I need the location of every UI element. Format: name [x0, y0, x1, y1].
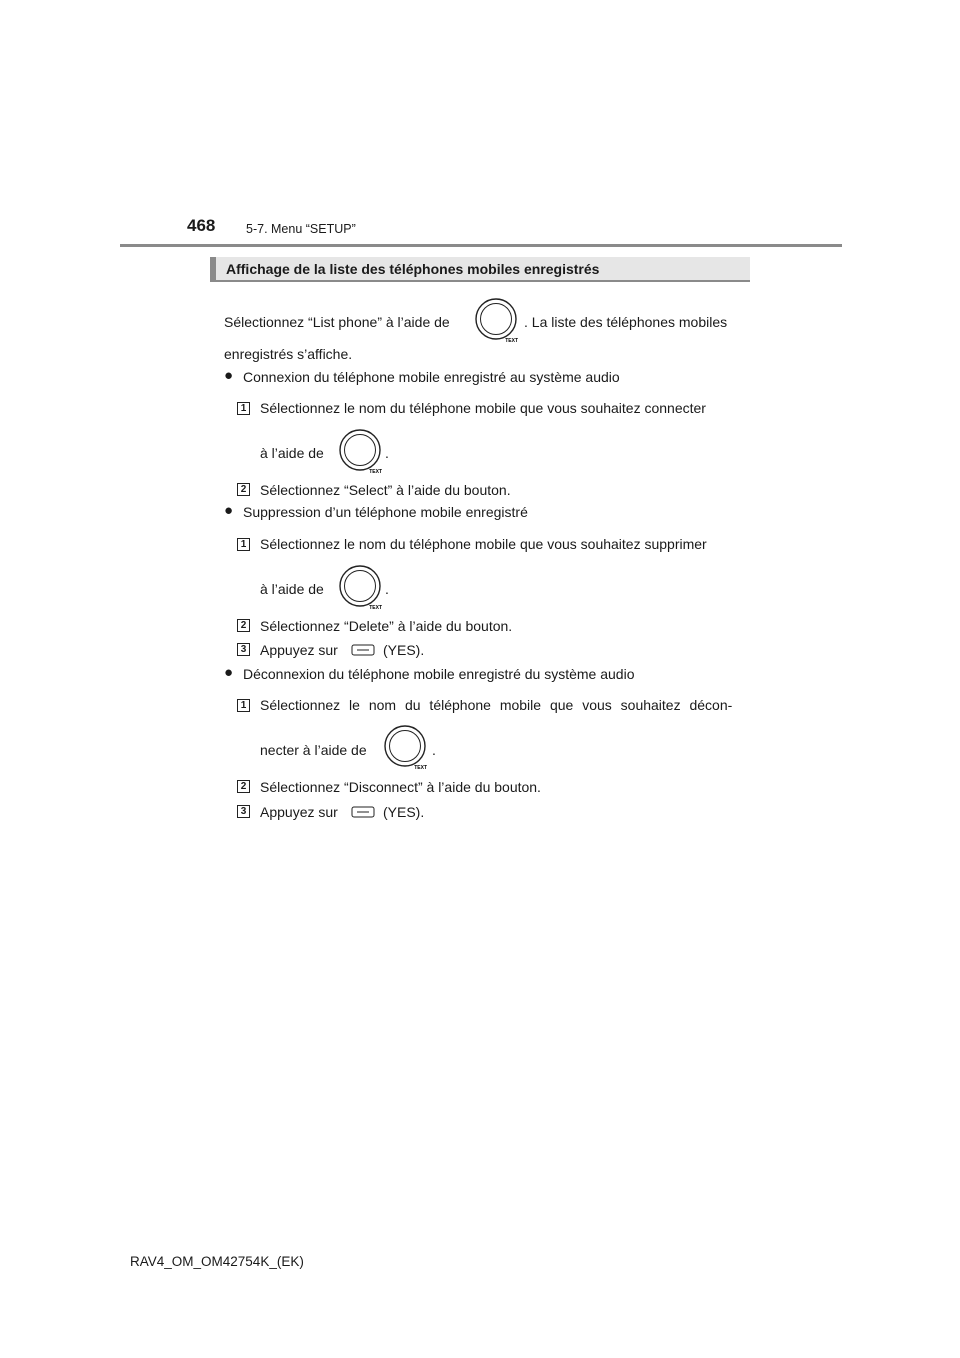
delete-heading: Suppression d’un téléphone mobile enregistré: [243, 504, 528, 520]
section-heading-accent: [210, 257, 216, 280]
knob-label: TEXT: [505, 338, 518, 343]
disconnect-step1-line2-after: .: [432, 742, 436, 758]
knob-label: TEXT: [414, 765, 427, 770]
section-heading-title: Affichage de la liste des téléphones mobiles enregistrés: [226, 261, 600, 277]
intro-text-part2: . La liste des téléphones mobiles: [524, 314, 728, 330]
step-number-badge: 2: [237, 780, 250, 793]
connect-step1-line2-before: à l’aide de: [260, 445, 324, 461]
step-number-badge: 1: [237, 538, 250, 551]
chapter-title: 5-7. Menu “SETUP”: [246, 222, 356, 236]
tune-knob-icon: [474, 297, 520, 343]
delete-step3-before: Appuyez sur: [260, 642, 338, 658]
disconnect-step3-after: (YES).: [383, 804, 425, 820]
tune-knob-icon: [383, 724, 429, 770]
page-number: 468: [187, 216, 216, 235]
disconnect-step3-before: Appuyez sur: [260, 804, 338, 820]
bullet-icon: ●: [224, 367, 234, 384]
header-divider: [120, 244, 842, 247]
connect-step1-line1: Sélectionnez le nom du téléphone mobile que vous souhaitez connecter: [260, 400, 706, 416]
tune-knob-icon: [338, 564, 384, 610]
step-number-badge: 1: [237, 402, 250, 415]
step-number-badge: 3: [237, 643, 250, 656]
delete-step1-line2-before: à l’aide de: [260, 581, 324, 597]
bullet-icon: ●: [224, 502, 234, 519]
yes-button-icon: [351, 806, 375, 818]
connect-step2-text: Sélectionnez “Select” à l’aide du bouton.: [260, 482, 511, 498]
delete-step1-line2-after: .: [385, 581, 389, 597]
disconnect-step1-line1: Sélectionnez le nom du téléphone mobile que vous souhaitez décon-: [260, 697, 733, 713]
yes-button-icon: [351, 644, 375, 656]
delete-step1-line1: Sélectionnez le nom du téléphone mobile que vous souhaitez supprimer: [260, 536, 707, 552]
step-number-badge: 2: [237, 483, 250, 496]
delete-step3-after: (YES).: [383, 642, 425, 658]
knob-label: TEXT: [369, 469, 382, 474]
delete-step2-text: Sélectionnez “Delete” à l’aide du bouton.: [260, 618, 513, 634]
bullet-icon: ●: [224, 664, 234, 681]
disconnect-step1-line2-before: necter à l’aide de: [260, 742, 367, 758]
intro-text-line2: enregistrés s’affiche.: [224, 346, 353, 362]
section-heading-bar: [210, 257, 750, 282]
step-number-badge: 2: [237, 619, 250, 632]
disconnect-step2-text: Sélectionnez “Disconnect” à l’aide du bouton.: [260, 779, 541, 795]
connect-step1-line2-after: .: [385, 445, 389, 461]
tune-knob-icon: [338, 428, 384, 474]
disconnect-heading: Déconnexion du téléphone mobile enregistré du système audio: [243, 666, 635, 682]
step-number-badge: 3: [237, 805, 250, 818]
connect-heading: Connexion du téléphone mobile enregistré au système audio: [243, 369, 620, 385]
step-number-badge: 1: [237, 699, 250, 712]
intro-text-part1: Sélectionnez “List phone” à l’aide de: [224, 314, 450, 330]
document-code: RAV4_OM_OM42754K_(EK): [130, 1254, 304, 1269]
knob-label: TEXT: [369, 605, 382, 610]
